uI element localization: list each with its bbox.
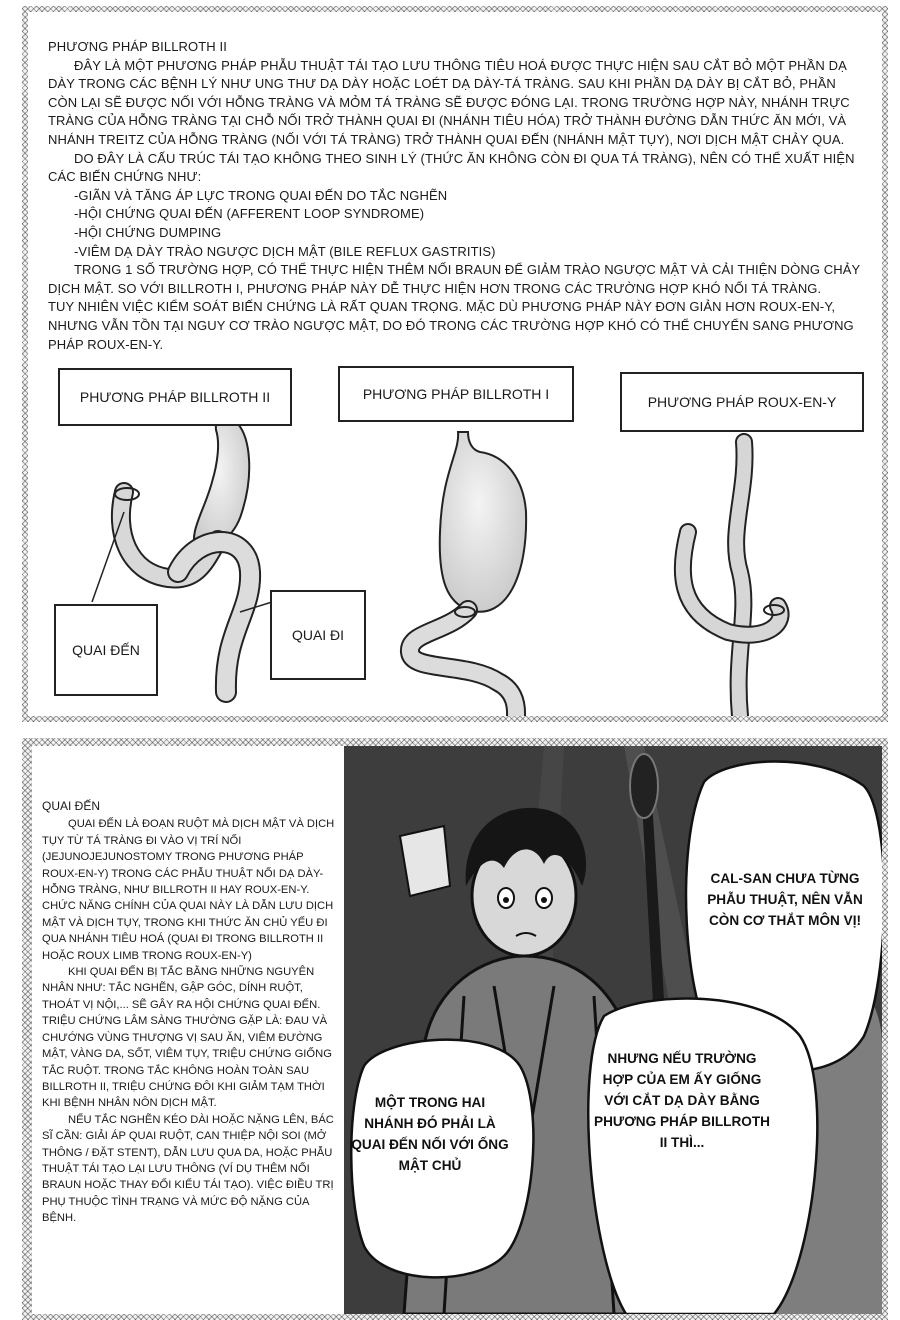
- complication-item: -GIÃN VÀ TĂNG ÁP LỰC TRONG QUAI ĐẾN DO TẮC NGHẼN: [74, 187, 448, 203]
- complication-item: -HỘI CHỨNG QUAI ĐẾN (AFFERENT LOOP SYNDROME): [74, 206, 425, 222]
- bottom-panel-border: [22, 738, 888, 1320]
- afferent-paragraph-2: KHI QUAI ĐẾN BỊ TẮC BẰNG NHỮNG NGUYÊN NHÂN NHƯ: TẮC NGHẼN, GẬP GÓC, DÍNH RUỘT, THOÁT VỊ NỘI,... SẼ GÂY RA HỘI CHỨNG QUAI ĐẾN. TRIỆU CHỨNG LÂM SÀNG THƯỜNG GẶP LÀ: ĐAU VÀ CHƯỚNG VÙNG THƯỢNG VỊ SAU ĂN, VIÊM ĐƯỜNG MẬT, VÀNG DA, SỐT, VIÊM TỤY, TRIỆU CHỨNG GIỐNG TẮC RUỘT. TRONG TẮC KHÔNG HOÀN TOÀN SAU BILLROTH II, TRIỆU CHỨNG ĐÔI KHI GIẢM TẠM THỜI KHI BỆNH NHÂN NÔN DỊCH MẬT.: [42, 966, 332, 1110]
- afferent-note-title: QUAI ĐẾN: [42, 799, 101, 813]
- billroth-paragraph-3: TRONG 1 SỐ TRƯỜNG HỢP, CÓ THỂ THỰC HIỆN THÊM NỐI BRAUN ĐỂ GIẢM TRÀO NGƯỢC MẬT VÀ CẢI THIỆN DÒNG CHẢY DỊCH MẬT. SO VỚI BILLROTH I, PHƯƠNG PHÁP NÀY DỄ THỰC HIỆN HƠN TRONG CÁC TRƯỜNG HỢP KHÓ NỐI TÁ TRÀNG.: [48, 262, 861, 296]
- roux-en-y-diagram: [683, 442, 784, 716]
- manga-panel: [344, 746, 882, 1314]
- cup-icon: [400, 826, 450, 896]
- billroth-note-title: PHƯƠNG PHÁP BILLROTH II: [48, 39, 227, 54]
- billroth-ii-label: PHƯƠNG PHÁP BILLROTH II: [58, 368, 292, 426]
- afferent-paragraph-3: NẾU TẮC NGHẼN KÉO DÀI HOẶC NẶNG LÊN, BÁC SĨ CẦN: GIẢI ÁP QUAI RUỘT, CAN THIỆP NỘI SOI (MỞ THÔNG / ĐẶT STENT), DẪN LƯU QUA DA, HOẶC PHẪU THUẬT TÁI TẠO LẠI LƯU THÔNG (VÍ DỤ THÊM NỐI BRAUN HOẶC THAY ĐỔI KIỂU TÁI TẠO). VIỆC ĐIỀU TRỊ PHỤ THUỘC TÌNH TRẠNG VÀ MỨC ĐỘ NẶNG CỦA BỆNH.: [42, 1113, 334, 1225]
- afferent-loop-label: QUAI ĐẾN: [54, 604, 158, 696]
- billroth-paragraph-2: DO ĐÂY LÀ CẤU TRÚC TÁI TẠO KHÔNG THEO SINH LÝ (THỨC ĂN KHÔNG CÒN ĐI QUA TÁ TRÀNG), NÊN CÓ THỂ XUẤT HIỆN CÁC BIẾN CHỨNG NHƯ:: [48, 150, 855, 185]
- billroth-i-stomach: [440, 432, 526, 612]
- complication-item: -VIÊM DẠ DÀY TRÀO NGƯỢC DỊCH MẬT (BILE REFLUX GASTRITIS): [74, 243, 496, 259]
- torch-head-icon: [630, 754, 658, 818]
- complication-item: -HỘI CHỨNG DUMPING: [74, 224, 222, 240]
- speech-bubble-3-text: MỘT TRONG HAI NHÁNH ĐÓ PHẢI LÀ QUAI ĐẾN NỐI VỚI ỐNG MẬT CHỦ: [351, 1095, 509, 1173]
- afferent-loop-note: [32, 746, 348, 1314]
- speech-bubble-2: [588, 998, 817, 1314]
- afferent-paragraph-1: QUAI ĐẾN LÀ ĐOẠN RUỘT MÀ DỊCH MẬT VÀ DỊCH TỤY TỪ TÁ TRÀNG ĐI VÀO VỊ TRÍ NỐI (JEJUNOJEJUNOSTOMY TRONG PHƯƠNG PHÁP ROUX-EN-Y) TRONG CÁC PHẪU THUẬT NỐI DẠ DÀY-HỖNG TRÀNG, NHƯ BILLROTH II HAY ROUX-EN-Y. CHỨC NĂNG CHÍNH CỦA QUAI NÀY LÀ DẪN LƯU DỊCH MẬT VÀ DỊCH TỤY, TRONG KHI THỨC ĂN CHỦ YẾU ĐI QUA NHÁNH TIÊU HOÁ (QUAI ĐI TRONG BILLROTH II HOẶC ROUX LIMB TRONG ROUX-EN-Y): [42, 818, 335, 962]
- manga-illustration: [344, 746, 882, 1314]
- top-panel: [28, 12, 882, 716]
- speech-bubble-1-text: CAL-SAN CHƯA TỪNG PHẪU THUẬT, NÊN VẪN CÒN CƠ THẮT MÔN VỊ!: [707, 871, 863, 928]
- efferent-loop-label: QUAI ĐI: [270, 590, 366, 680]
- billroth-i-diagram: [410, 432, 526, 716]
- billroth-paragraph-4: TUY NHIÊN VIỆC KIỂM SOÁT BIẾN CHỨNG LÀ RẤT QUAN TRỌNG. MẶC DÙ PHƯƠNG PHÁP NÀY ĐƠN GIẢN HƠN ROUX-EN-Y, NHƯNG VẪN TỒN TẠI NGUY CƠ TRÀO NGƯỢC MẬT, DO ĐÓ TRONG CÁC TRƯỜNG HỢP KHÓ CÓ THỂ CHUYỂN SANG PHƯƠNG PHÁP ROUX-EN-Y.: [48, 299, 854, 352]
- billroth-paragraph-1: ĐÂY LÀ MỘT PHƯƠNG PHÁP PHẪU THUẬT TÁI TẠO LƯU THÔNG TIÊU HOÁ ĐƯỢC THỰC HIỆN SAU CẮT BỎ MỘT PHẦN DẠ DÀY TRONG CÁC BỆNH LÝ NHƯ UNG THƯ DẠ DÀY HOẶC LOÉT DẠ DÀY-TÁ TRÀNG. SAU KHI PHẦN DẠ DÀY BỊ CẮT BỎ, PHẦN CÒN LẠI SẼ ĐƯỢC NỐI VỚI HỖNG TRÀNG VÀ MỎM TÁ TRÀNG SẼ ĐƯỢC ĐÓNG LẠI. TRONG TRƯỜNG HỢP NÀY, NHÁNH TRỰC TRÀNG CỦA HỖNG TRÀNG TẠI CHỖ NỐI TRỞ THÀNH QUAI ĐI (NHÁNH TIÊU HÓA) TRỞ THÀNH ĐƯỜNG DẪN THỨC ĂN MỚI, VÀ NHÁNH TREITZ CỦA HỖNG TRÀNG (NỐI VỚI TÁ TRÀNG) TRỞ THÀNH QUAI ĐẾN (NHÁNH MẬT TỤY), NƠI DỊCH MẬT CHẢY QUA.: [48, 57, 850, 147]
- panel-gutter: [0, 722, 900, 738]
- roux-en-y-label: PHƯƠNG PHÁP ROUX-EN-Y: [620, 372, 864, 432]
- top-panel-border: [22, 6, 888, 722]
- billroth-i-label: PHƯƠNG PHÁP BILLROTH I: [338, 366, 574, 422]
- speech-bubble-2-text: NHƯNG NẾU TRƯỜNG HỢP CỦA EM ẤY GIỐNG VỚI CẮT DẠ DÀY BẰNG PHƯƠNG PHÁP BILLROTH II THÌ...: [594, 1051, 770, 1150]
